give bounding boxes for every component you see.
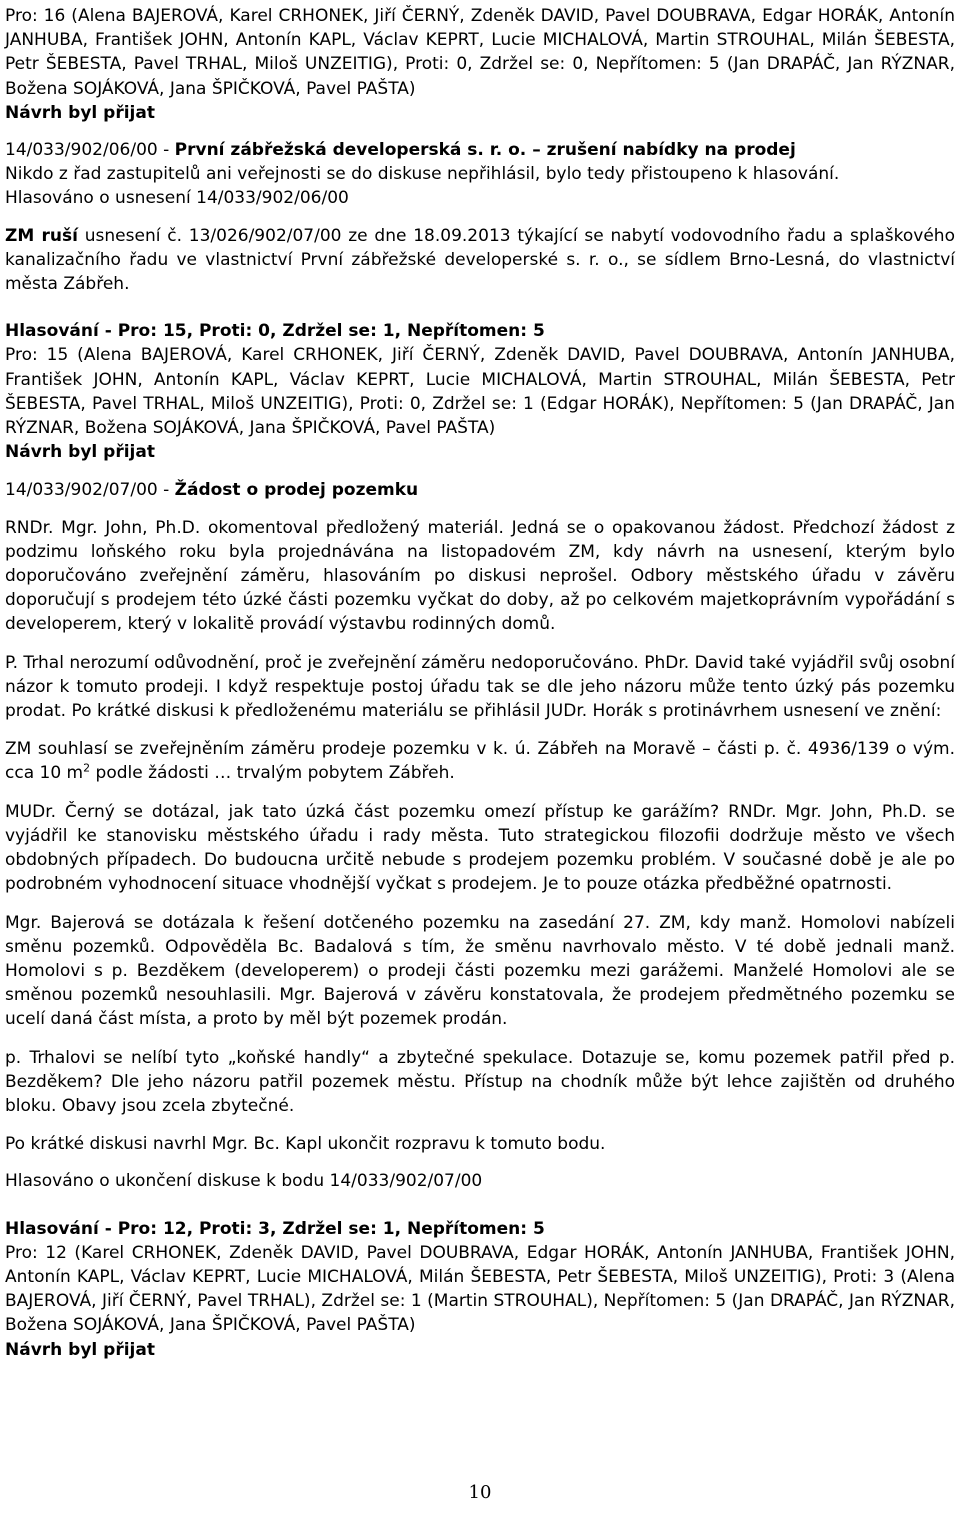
vote-breakdown: Pro: 16 (Alena BAJEROVÁ, Karel CRHONEK, Jiří ČERNÝ, Zdeněk DAVID, Pavel DOUBRAVA, Edgar HORÁK, Antonín JANHUBA, František JOHN, Antonín KAPL, Václav KEPRT, Lucie MICHALOVÁ, Martin STROUHAL, Milán ŠEBESTA, Petr ŠEBESTA, Pavel TRHAL, Miloš UNZEITIG), Proti: 0, Zdržel se: 0, Nepřítomen: 5 (Jan DRAPÁČ, Jan RÝZNAR, Božena SOJÁKOVÁ, Jana ŠPIČKOVÁ, Pavel PAŠTA) <box>5 6 955 99</box>
counter-proposal: ZM souhlasí se zveřejněním záměru prodeje pozemku v k. ú. Zábřeh na Moravě – části p. č. 4936/139 o vým. cca 10 $m^2$ podle žádosti … trvalým pobytem Zábřeh. <box>5 739 955 784</box>
agenda-item-heading <box>5 478 955 502</box>
vote-breakdown: Pro: 12 (Karel CRHONEK, Zdeněk DAVID, Pavel DOUBRAVA, Edgar HORÁK, Antonín JANHUBA, František JOHN, Antonín KAPL, Václav KEPRT, Lucie MICHALOVÁ, Milán ŠEBESTA, Petr ŠEBESTA, Miloš UNZEITIG), Proti: 3 (Alena BAJEROVÁ, Jiří ČERNÝ, Pavel TRHAL), Zdržel se: 1 (Martin STROUHAL), Nepřítomen: 5 (Jan DRAPÁČ, Jan RÝZNAR, Božena SOJÁKOVÁ, Jana ŠPIČKOVÁ, Pavel PAŠTA) <box>5 1242 955 1336</box>
vote-on-discussion: Hlasováno o ukončení diskuse k bodu 14/033/902/07/00 <box>5 1171 483 1192</box>
vote-summary: Hlasování - Pro: 12, Proti: 3, Zdržel se: 1, Nepřítomen: 5 <box>5 1218 545 1239</box>
agenda-item-code: 14/033/902/06/00 - <box>5 140 175 161</box>
paragraph: RNDr. Mgr. John, Ph.D. okomentoval předložený materiál. Jedná se o opakovanou žádost. Předchozí žádost z podzimu loňského roku byla projednávána na listopadovém ZM, kdy návrh na usnesení, kterým bylo doporučováno zveřejnění záměru, hlasováním po diskusi neprošel. Odbory městského úřadu v závěru doporučují s prodejem této úzké části pozemku vyčkat do doby, až po celkovém majetkoprávním vypořádání s developerem, který v lokalitě provádí výstavbu rodinných domů. <box>5 517 955 635</box>
document-page <box>5 4 955 1362</box>
motion-result: Návrh byl přijat <box>5 1339 155 1360</box>
resolution-verb: ZM ruší <box>5 225 78 246</box>
vote-summary: Hlasování - Pro: 15, Proti: 0, Zdržel se: 1, Nepřítomen: 5 <box>5 321 545 342</box>
agenda-item-title: První zábřežská developerská s. r. o. – zrušení nabídky na prodej <box>174 140 796 161</box>
superscript-exponent: 2 <box>83 761 91 775</box>
paragraph: P. Trhal nerozumí odůvodnění, proč je zveřejnění záměru nedoporučováno. PhDr. David také vyjádřil svůj osobní názor k tomuto prodeji. I když respektuje postoj úřadu tak se dle jeho názoru může tento úzký pás pozemku prodat. Po krátké diskusi k předloženému materiálu se přihlásil JUDr. Horák s protinávrhem usnesení ve znění: <box>5 652 955 722</box>
vote-on-resolution: Hlasováno o usnesení 14/033/902/06/00 <box>5 188 349 209</box>
paragraph: MUDr. Černý se dotázal, jak tato úzká část pozemku omezí přístup ke garážím? RNDr. Mgr. John, Ph.D. se vyjádřil ke stanovisku městského úřadu i rady města. Tuto strategickou filozofii dodržuje město ve všech obdobných případech. Do budoucna určitě nebude s prodejem pozemku problém. V současné době je ale po podrobném vyhodnocení situace vhodnější vyčkat s prodejem. Je to pouze otázka předběžné opatrnosti. <box>5 801 955 895</box>
agenda-item-code: 14/033/902/07/00 - <box>5 480 175 501</box>
agenda-item-title: Žádost o prodej pozemku <box>174 480 419 501</box>
agenda-item-heading <box>5 138 955 162</box>
motion-result: Návrh byl přijat <box>5 442 155 463</box>
paragraph: p. Trhalovi se nelíbí tyto „koňské handly“ a zbytečné spekulace. Dotazuje se, komu pozemek patřil před p. Bezděkem? Dle jeho názoru patřil pozemek městu. Přístup na chodník může být lehce zajištěn od druhého bloku. Obavy jsou zcela zbytečné. <box>5 1047 955 1116</box>
page-number: 10 <box>468 1482 492 1503</box>
resolution-text: ZM ruší usnesení č. 13/026/902/07/00 ze dne 18.09.2013 týkající se nabytí vodovodního řadu a splaškového kanalizačního řadu ve vlastnictví První zábřežské developerské s. r. o., se sídlem Brno-Lesná, do vlastnictví města Zábřeh. <box>5 225 955 295</box>
paragraph: Po krátké diskusi navrhl Mgr. Bc. Kapl ukončit rozpravu k tomuto bodu. <box>5 1134 606 1155</box>
vote-breakdown: Pro: 15 (Alena BAJEROVÁ, Karel CRHONEK, Jiří ČERNÝ, Zdeněk DAVID, Pavel DOUBRAVA, Antonín JANHUBA, František JOHN, Antonín KAPL, Václav KEPRT, Lucie MICHALOVÁ, Martin STROUHAL, Milán ŠEBESTA, Petr ŠEBESTA, Pavel TRHAL, Miloš UNZEITIG), Proti: 0, Zdržel se: 1 (Edgar HORÁK), Nepřítomen: 5 (Jan DRAPÁČ, Jan RÝZNAR, Božena SOJÁKOVÁ, Jana ŠPIČKOVÁ, Pavel PAŠTA) <box>5 345 955 439</box>
paragraph: Nikdo z řad zastupitelů ani veřejnosti se do diskuse nepřihlásil, bylo tedy přistoupeno k hlasování. <box>5 164 840 185</box>
paragraph: Mgr. Bajerová se dotázala k řešení dotčeného pozemku na zasedání 27. ZM, kdy manž. Homolovi nabízeli směnu pozemků. Odpověděla Bc. Badalová s tím, že směnu navrhovalo město. V té době jednali manž. Homolovi s p. Bezděkem (developerem) o prodeji části pozemku mezi garážemi. Manželé Homolovi ale se směnou pozemků nesouhlasili. Mgr. Bajerová v závěru konstatovala, že prodejem předmětného pozemku se ucelí daná část místa, a proto by měl být pozemek prodán. <box>5 912 955 1030</box>
motion-result: Návrh byl přijat <box>5 102 155 123</box>
